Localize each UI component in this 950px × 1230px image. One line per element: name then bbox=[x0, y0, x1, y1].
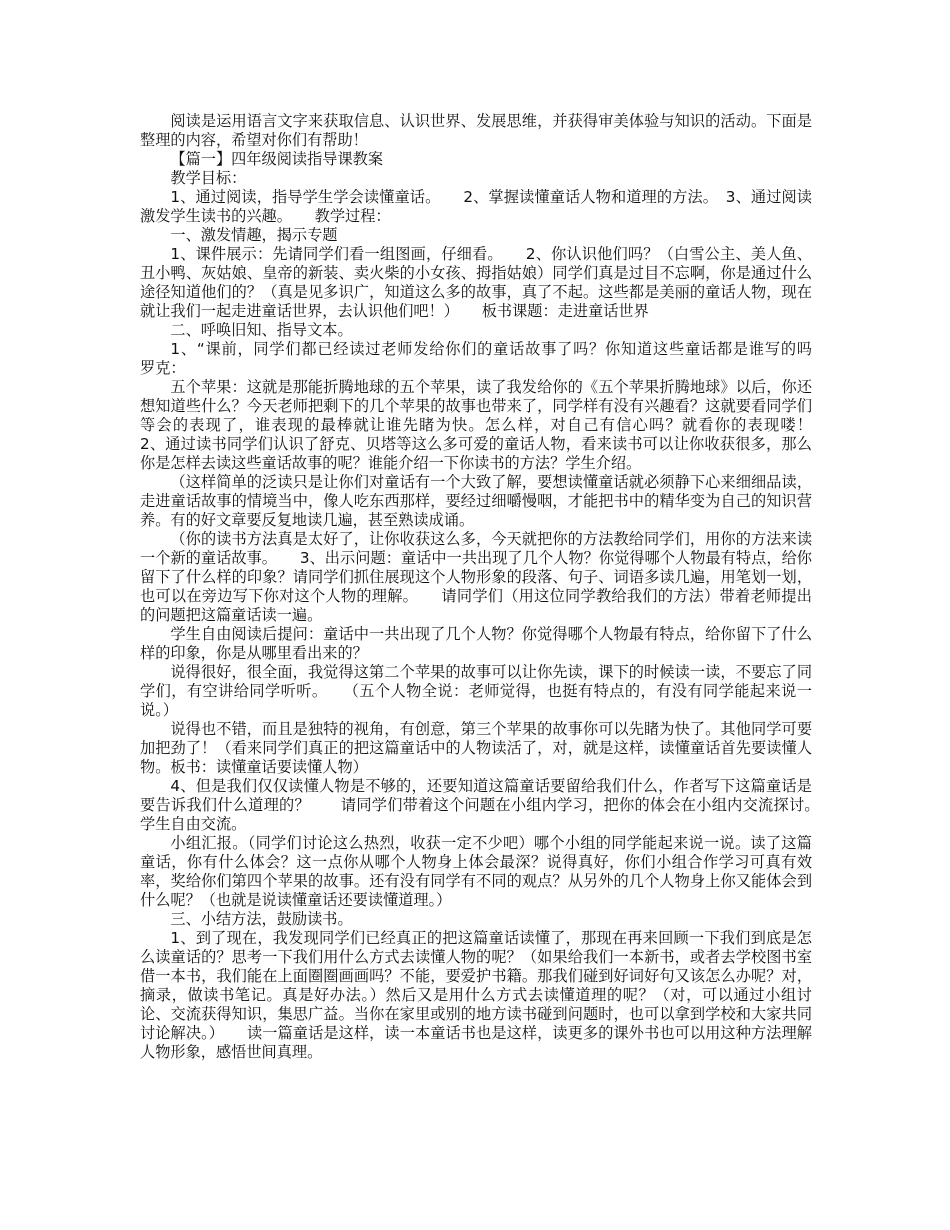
body-paragraph: 4、但是我们仅仅读懂人物是不够的，还要知道这篇童话要留给我们什么，作者写下这篇童话是要告诉我们什么道理的？ 请同学们带着这个问题在小组内学习，把你的体会在小组内交流探讨。 学生自由交流。 bbox=[140, 777, 843, 833]
body-paragraph: （这样简单的泛读只是让你们对童话有一个大致了解，要想读懂童话就必须静下心来细细品读，走进童话故事的情境当中，像人吃东西那样，要经过细嚼慢咽，才能把书中的精华变为自己的知识营养。有的好文章要反复地读几遍，甚至熟读成诵。 bbox=[140, 473, 812, 529]
body-paragraph: 1、“课前，同学们都已经读过老师发给你们的童话故事了吗？你知道这些童话都是谁写的吗 罗克： bbox=[140, 340, 843, 377]
step-two-heading: 二、呼唤旧知、指导文本。 bbox=[170, 321, 353, 339]
body-paragraph: 说得也不错，而且是独特的视角，有创意，第三个苹果的故事你可以先睹为快了。其他同学可要加把劲了！（看来同学们真正的把这篇童话中的人物读活了，对，就是这样，读懂童话首先要读懂人物。板书：读懂童话要读懂人物） bbox=[140, 720, 812, 776]
section-title: 【篇一】四年级阅读指导课教案 bbox=[170, 150, 384, 168]
step-three-heading: 三、小结方法，鼓励读书。 bbox=[170, 910, 353, 928]
objectives-list: 1、通过阅读，指导学生学会读懂童话。 2、掌握读懂童话人物和道理的方法。 3、通过阅读激发学生读书的兴趣。 教学过程： bbox=[140, 188, 812, 225]
objectives-heading: 教学目标： bbox=[170, 169, 247, 187]
body-paragraph: 1、课件展示：先请同学们看一组图画，仔细看。 2、你认识他们吗？（白雪公主、美人鱼、丑小鸭、灰姑娘、皇帝的新装、卖火柴的小女孩、拇指姑娘）同学们真是过目不忘啊，你是通过什么途径知道他们的？（真是见多识广，知道这么多的故事，真了不起。这些都是美丽的童话人物，现在就让我们一起走进童话世界，去认识他们吧！） 板书课题：走进童话世界 bbox=[140, 245, 812, 320]
intro-paragraph: 阅读是运用语言文字来获取信息、认识世界、发展思维，并获得审美体验与知识的活动。下面是整理的内容，希望对你们有帮助！ bbox=[140, 112, 812, 149]
document-body bbox=[140, 112, 843, 1062]
body-paragraph: 学生自由阅读后提问：童话中一共出现了几个人物？你觉得哪个人物最有特点，给你留下了什么样的印象，你是从哪里看出来的？ bbox=[140, 625, 812, 662]
body-paragraph: 说得很好，很全面，我觉得这第二个苹果的故事可以让你先读，课下的时候读一读，不要忘了同学们，有空讲给同学听听。 （五个人物全说：老师觉得，也挺有特点的，有没有同学能起来说一说。） bbox=[140, 663, 812, 719]
body-paragraph: （你的读书方法真是太好了，让你收获这么多，今天就把你的方法教给同学们，用你的方法来读一个新的童话故事。 3、出示问题：童话中一共出现了几个人物？你觉得哪个人物最有特点，给你留下了什么样的印象？请同学们抓住展现这个人物形象的段落、句子、词语多读几遍，用笔划一划，也可以在旁边写下你对这个人物的理解。 请同学们（用这位同学教给我们的方法）带着老师提出的问题把这篇童话读一遍。 bbox=[140, 530, 812, 624]
body-paragraph: 五个苹果：这就是那能折腾地球的五个苹果，读了我发给你的《五个苹果折腾地球》以后，你还想知道些什么？今天老师把剩下的几个苹果的故事也带来了，同学样有没有兴趣看？这就要看同学们等会的表现了，谁表现的最棒就让谁先睹为快。怎么样，对自己有信心吗？就看你的表现喽！ 2、通过读书同学们认识了舒克、贝塔等这么多可爱的童话人物，看来读书可以让你收获很多，那么你是怎样去读这些童话故事的呢？谁能介绍一下你读书的方法？学生介绍。 bbox=[140, 378, 843, 472]
body-paragraph: 小组汇报。（同学们讨论这么热烈，收获一定不少吧）哪个小组的同学能起来说一说。读了这篇童话，你有什么体会？这一点你从哪个人物身上体会最深？说得真好，你们小组合作学习可真有效率，奖给你们第四个苹果的故事。还有没有同学有不同的观点？从另外的几个人物身上你又能体会到什么呢？（也就是说读懂童话还要读懂道理。） bbox=[140, 834, 812, 909]
step-one-heading: 一、激发情趣，揭示专题 bbox=[170, 226, 338, 244]
body-paragraph: 1、到了现在，我发现同学们已经真正的把这篇童话读懂了，那现在再来回顾一下我们到底是怎么读童话的？思考一下我们用什么方式去读懂人物的呢？（如果给我们一本新书，或者去学校图书室借一本书，我们能在上面圈圈画画吗？不能，要爱护书籍。那我们碰到好词好句又该怎么办呢？对，摘录，做读书笔记。真是好办法。）然后又是用什么方式去读懂道理的呢？（对，可以通过小组讨论、交流获得知识，集思广益。当你在家里或别的地方读书碰到问题时，也可以拿到学校和大家共同讨论解决。） 读一篇童话是这样，读一本童话书也是这样，读更多的课外书也可以用这种方法理解人物形象，感悟世间真理。 bbox=[140, 929, 812, 1061]
